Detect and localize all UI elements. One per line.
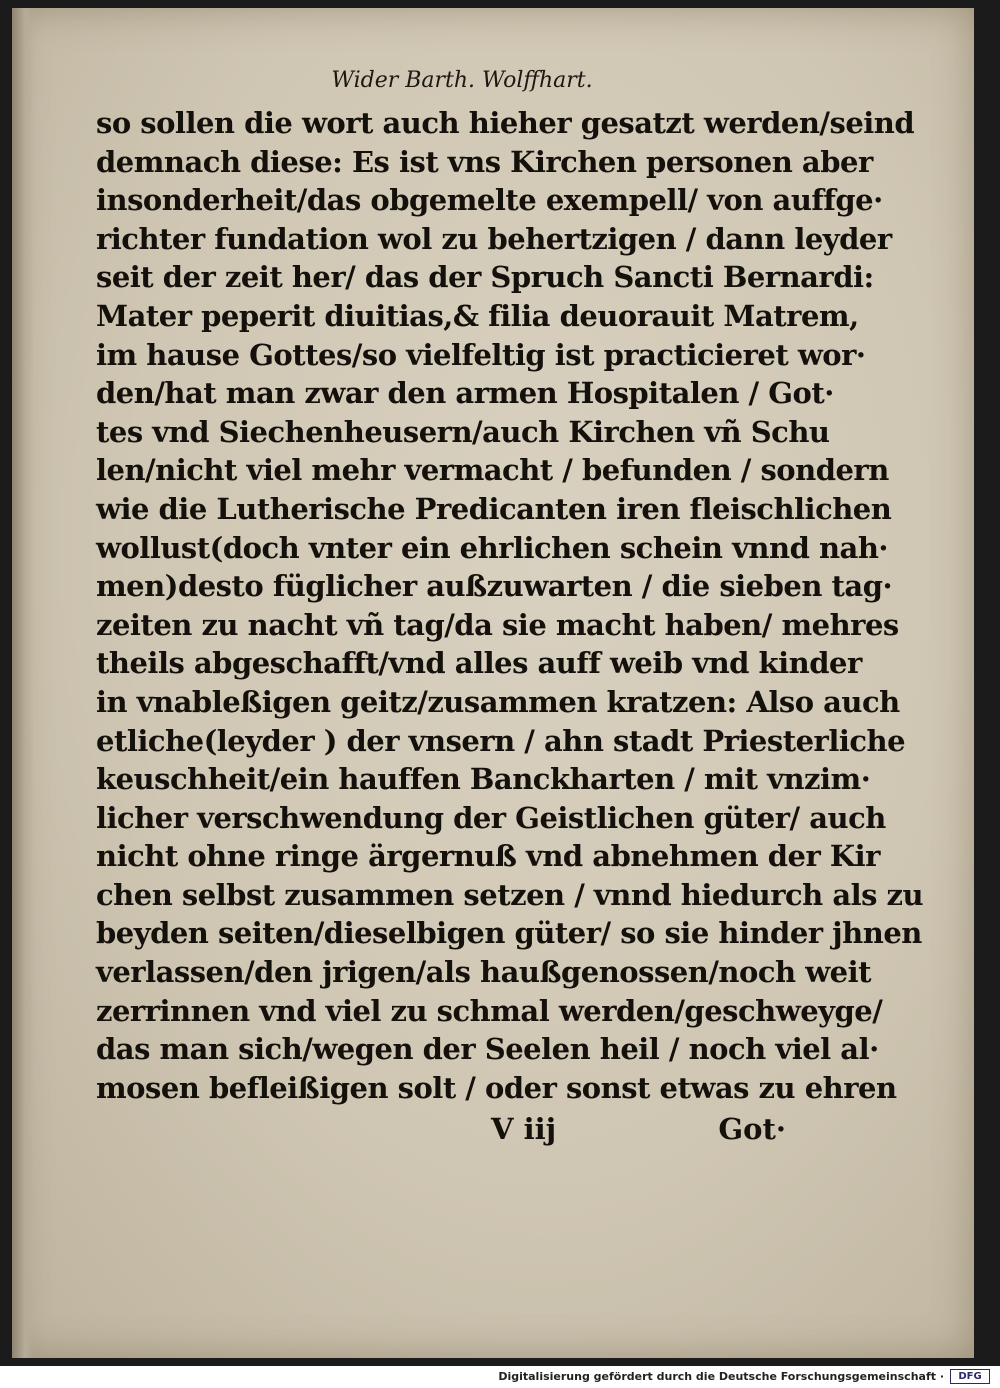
- catchword: Got·: [718, 1112, 786, 1146]
- running-head: Wider Barth. Wolffhart.: [331, 68, 593, 93]
- text-line: theils abgeschafft/vnd alles auff weib vnd kinder: [96, 646, 862, 681]
- text-line: wie die Lutherische Predicanten iren fleischlichen: [96, 491, 892, 526]
- text-line: zeiten zu nacht vñ tag/da sie macht haben/ mehres: [96, 607, 899, 642]
- text-line: zerrinnen vnd viel zu schmal werden/geschweyge/: [96, 993, 883, 1028]
- text-line: wollust(doch vnter ein ehrlichen schein vnnd nah·: [96, 530, 889, 565]
- text-line: nicht ohne ringe ärgernuß vnd abnehmen der Kir: [96, 839, 880, 874]
- text-line: richter fundation wol zu behertzigen / dann leyder: [96, 221, 892, 256]
- text-line: in vnableßigen geitz/zusammen kratzen: Also auch: [96, 684, 900, 719]
- text-line: len/nicht viel mehr vermacht / befunden / sondern: [96, 453, 889, 488]
- page-gutter-shadow: [12, 8, 34, 1358]
- text-block: [96, 104, 924, 1107]
- page-footer: [96, 1112, 796, 1152]
- text-line: das man sich/wegen der Seelen heil / noch viel al·: [96, 1032, 879, 1067]
- text-line: licher verschwendung der Geistlichen güter/ auch: [96, 800, 886, 835]
- text-line: den/hat man zwar den armen Hospitalen / Got·: [96, 376, 834, 411]
- text-line: tes vnd Siechenheusern/auch Kirchen vñ Schu: [96, 414, 830, 449]
- text-line: keuschheit/ein hauffen Banckharten / mit vnzim·: [96, 762, 871, 797]
- text-line: beyden seiten/dieselbigen güter/ so sie hinder jhnen: [96, 916, 922, 951]
- text-line: im hause Gottes/so vielfeltig ist practicieret wor·: [96, 337, 866, 372]
- text-line: insonderheit/das obgemelte exempell/ von auffge·: [96, 183, 883, 218]
- text-line: men)desto füglicher außzuwarten / die sieben tag·: [96, 569, 893, 604]
- text-line: etliche(leyder ) der vnsern / ahn stadt Priesterliche: [96, 723, 906, 758]
- text-line: verlassen/den jrigen/als haußgenossen/noch weit: [96, 955, 872, 990]
- digitization-banner: [0, 1366, 1000, 1388]
- book-page: [12, 8, 974, 1358]
- text-line: Mater peperit diuitias,& filia deuorauit Matrem,: [96, 298, 859, 333]
- dfg-logo-icon: DFG: [950, 1369, 990, 1384]
- text-line: mosen befleißigen solt / oder sonst etwas zu ehren: [96, 1070, 897, 1105]
- text-line: chen selbst zusammen setzen / vnnd hiedurch als zu: [96, 877, 924, 912]
- text-line: demnach diese: Es ist vns Kirchen personen aber: [96, 144, 873, 179]
- digitization-credit: Digitalisierung gefördert durch die Deutsche Forschungsgemeinschaft ·: [498, 1370, 944, 1383]
- text-line: so sollen die wort auch hieher gesatzt werden/seind: [96, 106, 915, 140]
- signature-mark: V iij: [491, 1112, 557, 1146]
- text-line: seit der zeit her/ das der Spruch Sancti Bernardi:: [96, 260, 874, 295]
